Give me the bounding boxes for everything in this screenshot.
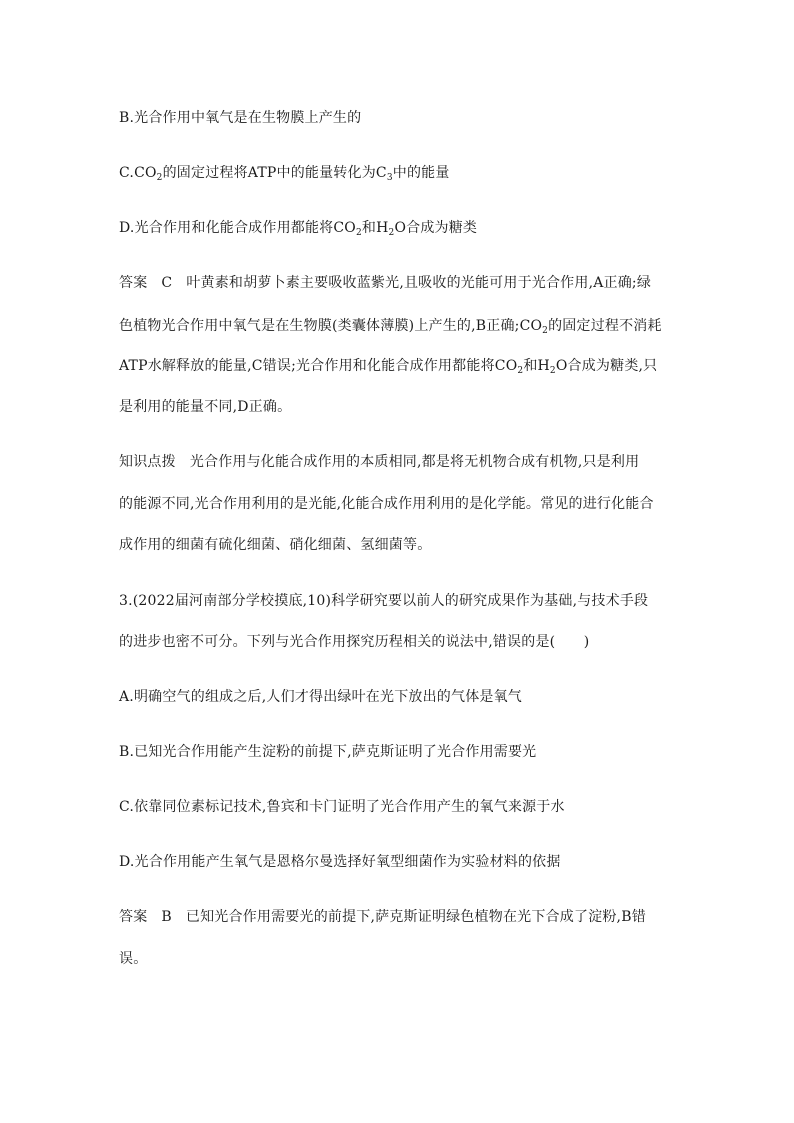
subscript: 2 — [355, 228, 362, 238]
tip-line-3: 成作用的细菌有硫化细菌、硝化细菌、氢细菌等。 — [119, 537, 432, 553]
subscript: 2 — [517, 366, 524, 376]
answer-letter: C — [161, 275, 173, 291]
tip-line-1 — [119, 452, 639, 472]
answer-label: 答案 — [119, 909, 148, 925]
tip-line-2: 的能源不同,光合作用利用的是光能,化能合成作用利用的是化学能。常见的进行化能合 — [119, 496, 654, 512]
q3-option-b: B.已知光合作用能产生淀粉的前提下,萨克斯证明了光合作用需要光 — [119, 744, 537, 760]
subscript: 2 — [542, 326, 549, 336]
text-part: 的固定过程不消耗 — [548, 318, 662, 334]
subscript: 2 — [156, 173, 163, 183]
answer-letter: B — [161, 909, 172, 925]
q3-stem-line-1: 3.(2022届河南部分学校摸底,10)科学研究要以前人的研究成果作为基础,与技术手段 — [119, 593, 649, 609]
text-part: D.光合作用和化能合成作用都能将CO — [119, 220, 356, 236]
text-part: 色植物光合作用中氧气是在生物膜(类囊体薄膜)上产生的,B正确;CO — [119, 318, 543, 334]
q3-option-a: A.明确空气的组成之后,人们才得出绿叶在光下放出的气体是氧气 — [119, 689, 523, 705]
text-part: O合成为糖类,只 — [555, 358, 658, 374]
q3-answer-line-2: 误。 — [119, 951, 148, 967]
q2-answer-line-2 — [119, 316, 662, 341]
q2-answer-line-4: 是利用的能量不同,D正确。 — [119, 399, 292, 415]
text-part: 和H — [361, 220, 389, 236]
q2-option-d — [119, 218, 477, 243]
q3-stem-line-2: 的进步也密不可分。下列与光合作用探究历程相关的说法中,错误的是( ) — [119, 634, 590, 650]
text-part: 和H — [523, 358, 550, 374]
answer-text: 已知光合作用需要光的前提下,萨克斯证明绿色植物在光下合成了淀粉,B错 — [185, 909, 646, 925]
text-part: O合成为糖类 — [394, 220, 478, 236]
tip-label: 知识点拨 — [119, 454, 176, 470]
q3-option-c: C.依靠同位素标记技术,鲁宾和卡门证明了光合作用产生的氧气来源于水 — [119, 799, 565, 815]
subscript: 2 — [388, 228, 395, 238]
q3-answer-line-1 — [119, 907, 646, 927]
q2-answer-line-1 — [119, 273, 651, 293]
tip-text: 光合作用与化能合成作用的本质相同,都是将无机物合成有机物,只是利用 — [189, 454, 640, 470]
text-part: ATP水解释放的能量,C错误;光合作用和化能合成作用都能将CO — [119, 358, 518, 374]
subscript: 2 — [549, 366, 556, 376]
q2-answer-line-3 — [119, 356, 657, 381]
text-part: 的固定过程将ATP中的能量转化为C — [162, 165, 387, 181]
text-part: C.CO — [119, 165, 157, 181]
q2-option-c — [119, 163, 450, 188]
answer-label: 答案 — [119, 275, 148, 291]
q2-option-b: B.光合作用中氧气是在生物膜上产生的 — [119, 110, 362, 126]
text-part: 中的能量 — [392, 165, 450, 181]
answer-text: 叶黄素和胡萝卜素主要吸收蓝紫光,且吸收的光能可用于光合作用,A正确;绿 — [186, 275, 652, 291]
subscript: 3 — [386, 173, 393, 183]
q3-option-d: D.光合作用能产生氧气是恩格尔曼选择好氧型细菌作为实验材料的依据 — [119, 854, 561, 870]
